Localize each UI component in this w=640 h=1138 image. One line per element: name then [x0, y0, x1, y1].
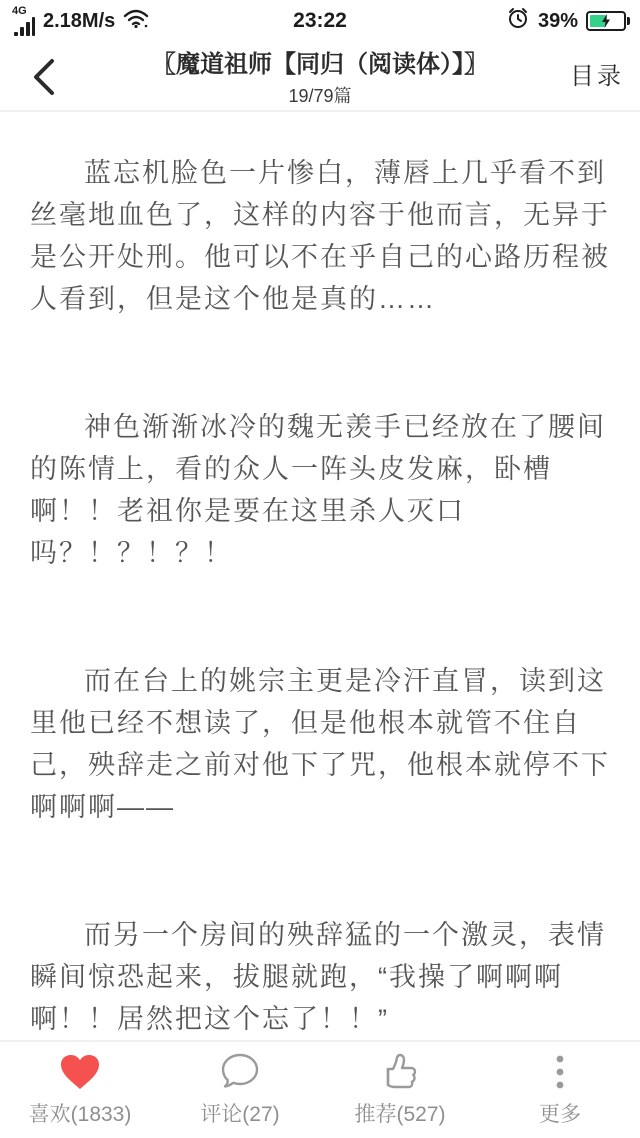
- book-title: 〖魔道祖师【同归（阅读体）】〗: [152, 51, 488, 78]
- status-bar: [0, 0, 640, 42]
- wifi-icon: [123, 7, 149, 35]
- battery-percent-label: 39%: [537, 9, 578, 32]
- chevron-left-icon: [30, 57, 56, 97]
- cellular-signal-icon: [12, 4, 35, 36]
- thumbs-up-icon: [380, 1053, 420, 1091]
- chapter-progress: 19/79篇: [288, 86, 352, 106]
- comment-button[interactable]: [160, 1042, 320, 1138]
- paragraph: 而另一个房间的殃辞猛的一个激灵，表情瞬间惊恐起来，拔腿就跑，“我操了啊啊啊啊！！居然把这个忘了！！”: [30, 920, 606, 1034]
- network-speed-label: 2.18M/s: [43, 9, 116, 32]
- comment-label: 评论(27): [200, 1102, 280, 1126]
- title-block: [105, 44, 535, 108]
- paragraph: 蓝忘机脸色一片惨白，薄唇上几乎看不到丝毫地血色了，这样的内容于他而言，无异于是公开处刑。他可以不在乎自己的心路历程被人看到，但是这个他是真的……: [30, 158, 610, 314]
- paragraph: 而在台上的姚宗主更是冷汗直冒，读到这里他已经不想读了，但是他根本就管不住自己，殃辞走之前对他下了咒，他根本就停不下啊啊啊——: [30, 666, 610, 822]
- recommend-button[interactable]: [320, 1042, 480, 1138]
- charging-bolt-icon: [601, 14, 611, 28]
- reading-area[interactable]: [0, 112, 640, 1040]
- reader-header: [0, 42, 640, 112]
- paragraph: 神色渐渐冰冷的魏无羡手已经放在了腰间的陈情上，看的众人一阵头皮发麻，卧槽啊！！老祖你是要在这里杀人灭口吗？！？！？！: [30, 412, 606, 568]
- more-vertical-icon: [555, 1053, 565, 1091]
- alarm-clock-icon: [506, 6, 530, 36]
- battery-icon: [586, 11, 626, 31]
- more-label: 更多: [539, 1102, 581, 1126]
- more-button[interactable]: [480, 1042, 640, 1138]
- status-right: [347, 6, 626, 36]
- comment-bubble-icon: [220, 1053, 260, 1091]
- status-left: [12, 4, 293, 36]
- heart-icon: [59, 1053, 101, 1091]
- back-button[interactable]: [18, 52, 68, 102]
- clock-time: 23:22: [293, 9, 347, 32]
- bottom-action-bar: [0, 1040, 640, 1138]
- recommend-label: 推荐(527): [354, 1102, 446, 1126]
- network-type-label: 4G: [12, 4, 27, 17]
- like-label: 喜欢(1833): [28, 1102, 132, 1126]
- table-of-contents-button[interactable]: 目录: [570, 56, 624, 91]
- like-button[interactable]: [0, 1042, 160, 1138]
